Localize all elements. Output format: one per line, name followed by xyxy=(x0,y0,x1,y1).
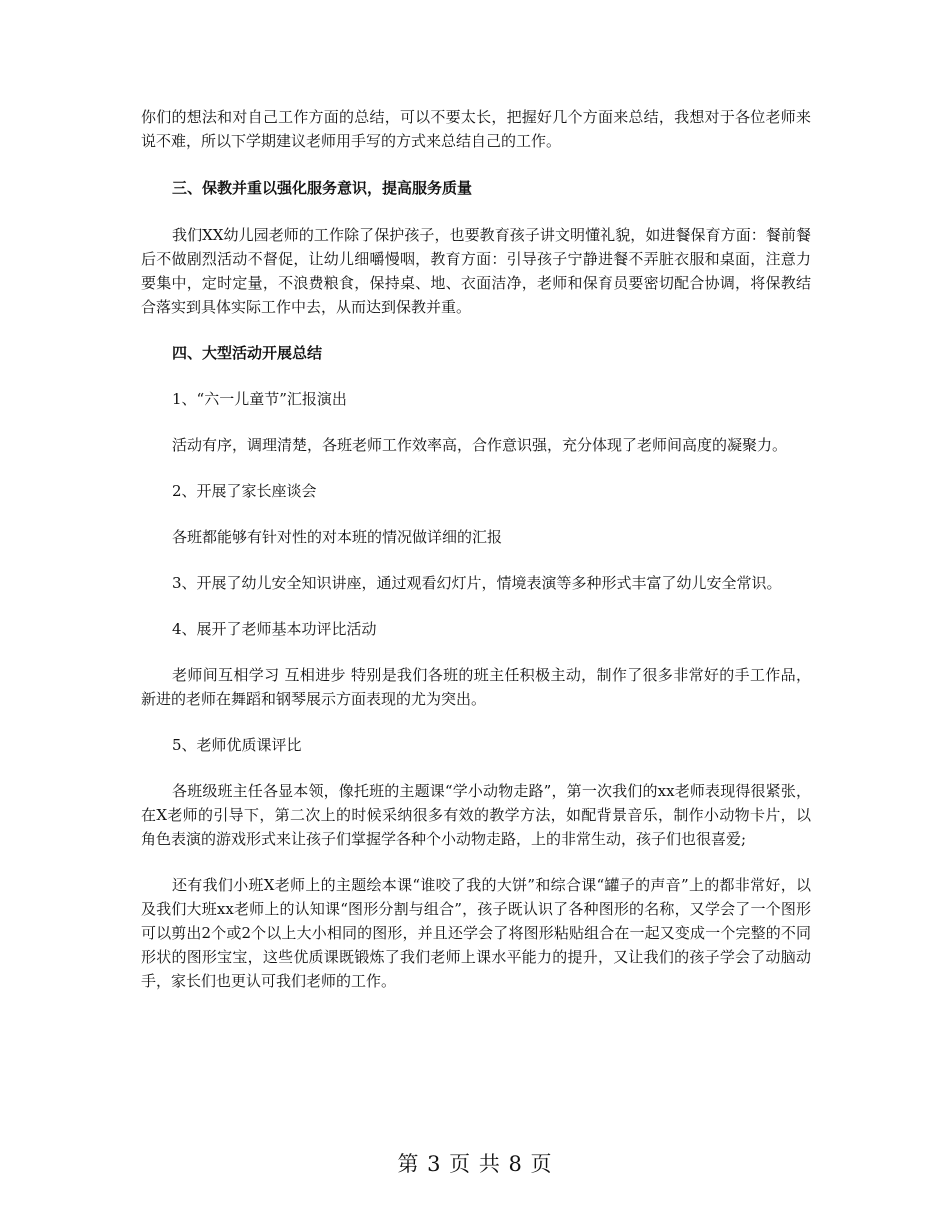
section-heading-4: 四、大型活动开展总结 xyxy=(172,344,323,362)
paragraph-childcare: 我们XX幼儿园老师的工作除了保护孩子，也要教育孩子讲文明懂礼貌，如进餐保育方面：餐前餐后不做剧烈活动不督促，让幼儿细嚼慢咽，教育方面：引导孩子宁静进餐不弄脏衣服和桌面，注意力要集中，定时定量，不浪费粮食，保持桌、地、衣面洁净，老师和保育员要密切配合协调，将保教结合落实到具体实际工作中去，从而达到保教并重。 xyxy=(141,226,811,316)
list-item-1: 1、“六一儿童节”汇报演出 xyxy=(172,390,347,408)
list-item-4: 4、展开了老师基本功评比活动 xyxy=(172,620,377,638)
list-item-3: 3、开展了幼儿安全知识讲座，通过观看幻灯片，情境表演等多种形式丰富了幼儿安全常识。 xyxy=(172,574,782,592)
paragraph-continued: 你们的想法和对自己工作方面的总结，可以不要太长，把握好几个方面来总结，我想对于各位老师来说不难，所以下学期建议老师用手写的方式来总结自己的工作。 xyxy=(141,108,811,150)
document-body xyxy=(141,105,811,993)
paragraph-item-1: 活动有序，调理清楚，各班老师工作效率高，合作意识强，充分体现了老师间高度的凝聚力。 xyxy=(172,436,788,454)
paragraph-item-5a: 各班级班主任各显本领，像托班的主题课“学小动物走路”，第一次我们的xx老师表现得很紧张，在X老师的引导下，第二次上的时候采纳很多有效的教学方法，如配背景音乐，制作小动物卡片，以角色表演的游戏形式来让孩子们掌握学各种个小动物走路，上的非常生动，孩子们也很喜爱; xyxy=(141,782,811,848)
list-item-5: 5、老师优质课评比 xyxy=(172,736,302,754)
page-number-footer: 第 3 页 共 8 页 xyxy=(397,1152,553,1176)
paragraph-item-5b: 还有我们小班X老师上的主题绘本课“谁咬了我的大饼”和综合课“罐子的声音”上的都非常好，以及我们大班xx老师上的认知课“图形分割与组合”，孩子既认识了各种图形的名称，又学会了一个图形可以剪出2个或2个以上大小相同的图形，并且还学会了将图形粘贴组合在一起又变成一个完整的不同形状的图形宝宝，这些优质课既锻炼了我们老师上课水平能力的提升，又让我们的孩子学会了动脑动手，家长们也更认可我们老师的工作。 xyxy=(141,876,811,990)
paragraph-item-4: 老师间互相学习 互相进步 特别是我们各班的班主任积极主动，制作了很多非常好的手工作品，新进的老师在舞蹈和钢琴展示方面表现的尤为突出。 xyxy=(141,666,811,708)
list-item-2: 2、开展了家长座谈会 xyxy=(172,482,317,500)
section-heading-3: 三、保教并重以强化服务意识，提高服务质量 xyxy=(172,179,473,197)
paragraph-item-2: 各班都能够有针对性的对本班的情况做详细的汇报 xyxy=(172,528,503,546)
